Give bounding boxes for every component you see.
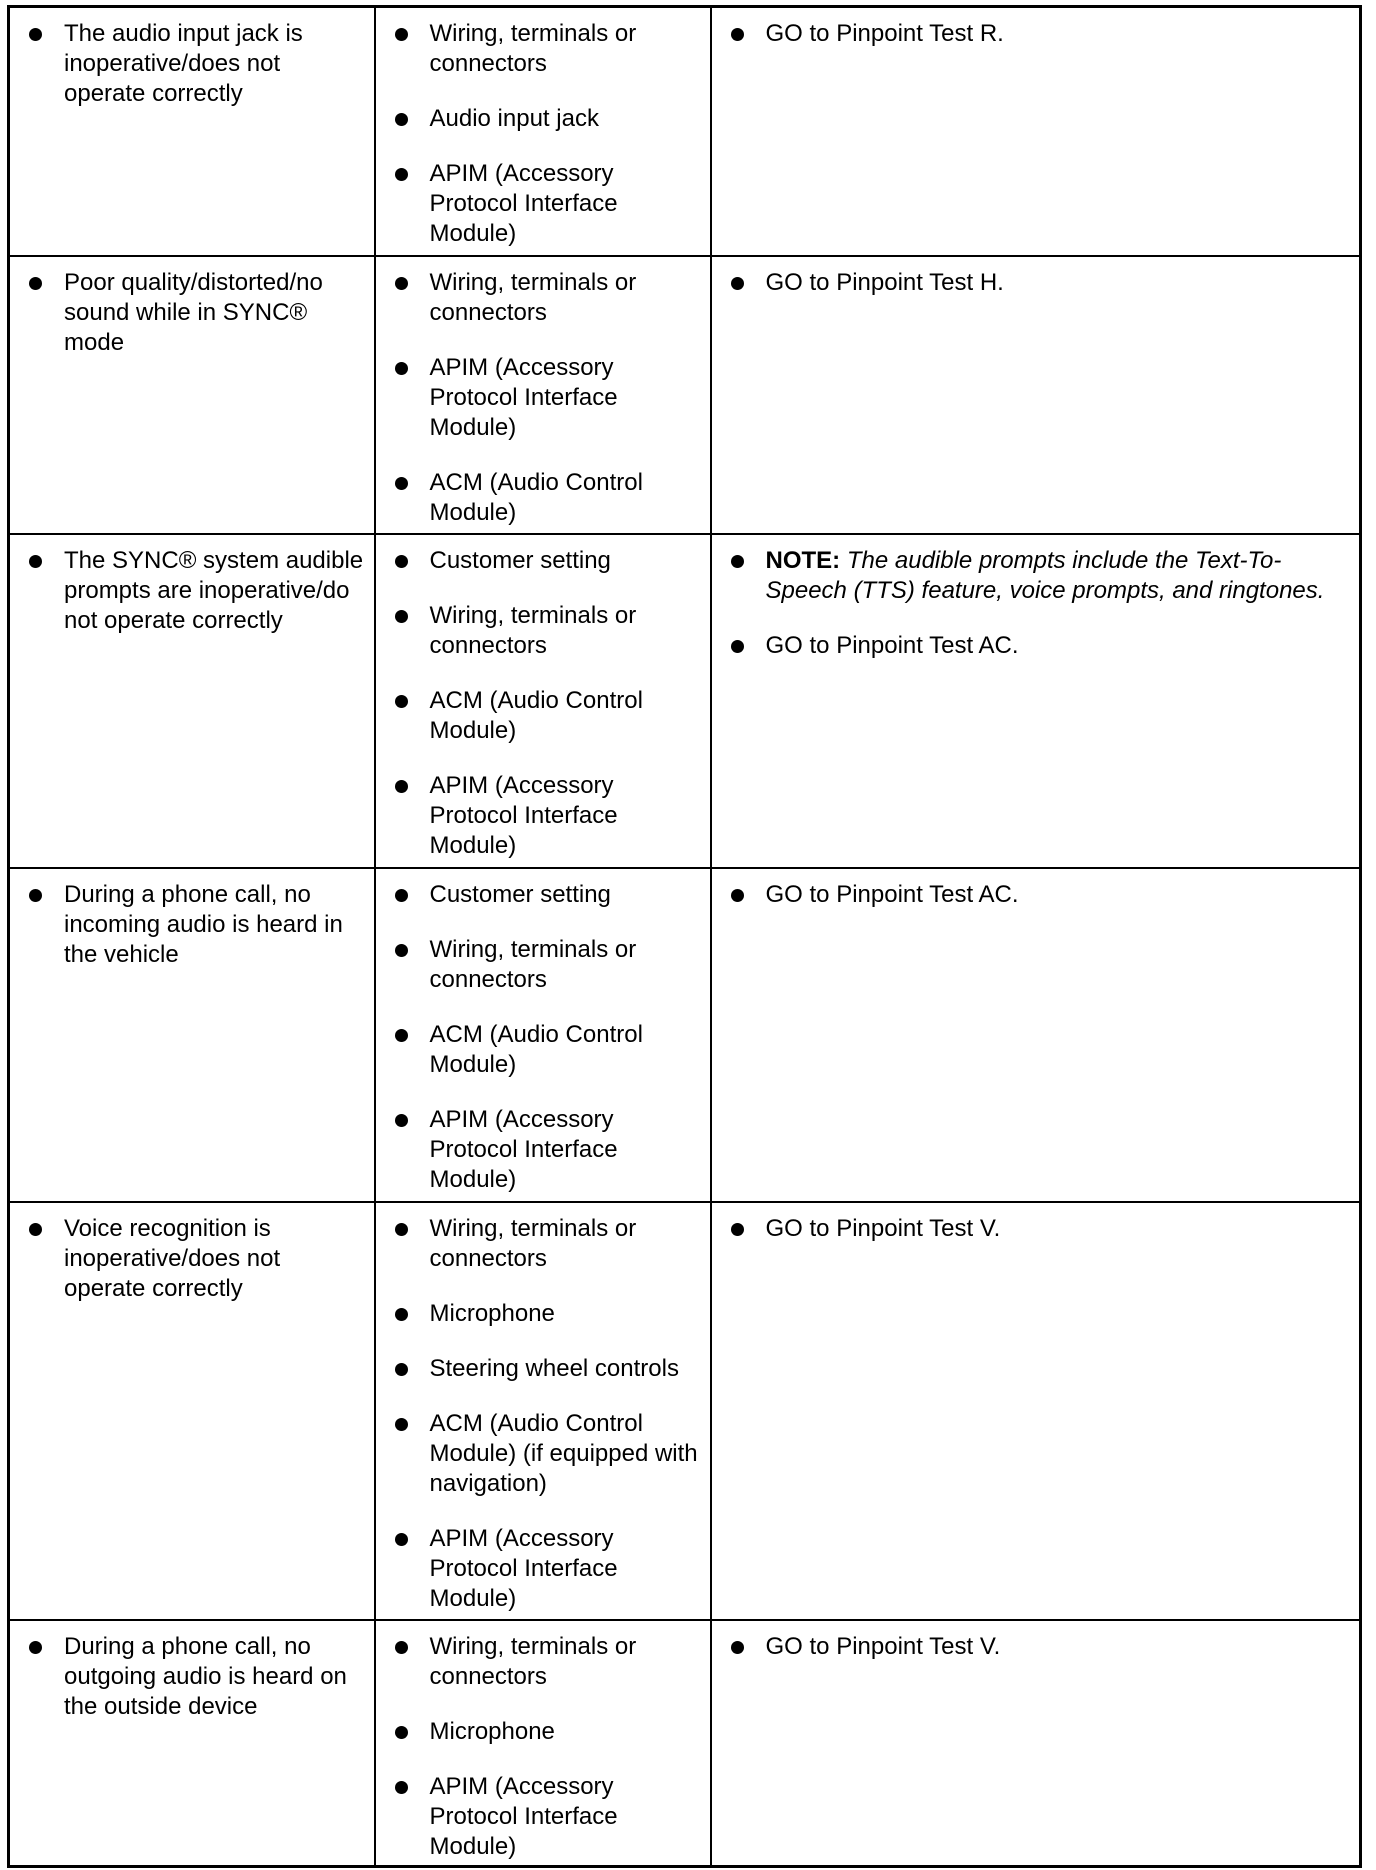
action-item: GO to Pinpoint Test R. (731, 19, 1352, 49)
action-cell (711, 7, 1361, 256)
cause-item: ACM (Audio Control Module) (395, 468, 702, 528)
cause-cell (375, 868, 711, 1202)
action-item: GO to Pinpoint Test H. (731, 268, 1352, 298)
note-label: NOTE: (765, 546, 841, 574)
note-text: The audible prompts include the Text-To-Speech (TTS) feature, voice prompts, and ringtones. (765, 546, 1325, 604)
action-item: GO to Pinpoint Test AC. (731, 631, 1352, 661)
table-row (9, 1202, 1361, 1620)
cause-cell (375, 256, 711, 534)
cause-item: ACM (Audio Control Module) (395, 686, 702, 746)
symptom-chart-table (7, 5, 1362, 1868)
cause-item: Wiring, terminals or connectors (395, 1632, 702, 1692)
symptom-cell (9, 256, 375, 534)
action-item: GO to Pinpoint Test V. (731, 1214, 1352, 1244)
cause-item: APIM (Accessory Protocol Interface Module) (395, 1105, 702, 1195)
symptom-text: The audio input jack is inoperative/does not operate correctly (29, 19, 366, 109)
symptom-cell (9, 1202, 375, 1620)
cause-item: APIM (Accessory Protocol Interface Module) (395, 771, 702, 861)
action-cell (711, 1620, 1361, 1867)
symptom-cell (9, 868, 375, 1202)
action-cell (711, 868, 1361, 1202)
cause-cell (375, 1620, 711, 1867)
action-item: GO to Pinpoint Test AC. (731, 880, 1352, 910)
symptom-text: Voice recognition is inoperative/does not operate correctly (29, 1214, 366, 1304)
action-cell (711, 534, 1361, 868)
symptom-cell (9, 7, 375, 256)
cause-cell (375, 1202, 711, 1620)
symptom-text: During a phone call, no outgoing audio is heard on the outside device (29, 1632, 366, 1722)
cause-item: Steering wheel controls (395, 1354, 702, 1384)
cause-item: ACM (Audio Control Module) (395, 1020, 702, 1080)
table-row (9, 868, 1361, 1202)
symptom-cell (9, 1620, 375, 1867)
symptom-text: The SYNC® system audible prompts are inoperative/do not operate correctly (29, 546, 366, 636)
cause-item: Microphone (395, 1299, 702, 1329)
cause-item: APIM (Accessory Protocol Interface Module) (395, 159, 702, 249)
cause-item: Wiring, terminals or connectors (395, 19, 702, 79)
cause-item: Wiring, terminals or connectors (395, 268, 702, 328)
cause-item: Customer setting (395, 546, 702, 576)
cause-cell (375, 7, 711, 256)
symptom-cell (9, 534, 375, 868)
cause-item: Customer setting (395, 880, 702, 910)
note-item (731, 546, 1352, 606)
cause-item: Wiring, terminals or connectors (395, 601, 702, 661)
cause-item: ACM (Audio Control Module) (if equipped with navigation) (395, 1409, 702, 1499)
table-row (9, 7, 1361, 256)
cause-item: Wiring, terminals or connectors (395, 1214, 702, 1274)
table-row (9, 1620, 1361, 1867)
action-cell (711, 256, 1361, 534)
action-item: GO to Pinpoint Test V. (731, 1632, 1352, 1662)
cause-item: APIM (Accessory Protocol Interface Module) (395, 353, 702, 443)
action-cell (711, 1202, 1361, 1620)
symptom-text: During a phone call, no incoming audio is heard in the vehicle (29, 880, 366, 970)
symptom-text: Poor quality/distorted/no sound while in SYNC® mode (29, 268, 366, 358)
cause-cell (375, 534, 711, 868)
table-row (9, 256, 1361, 534)
cause-item: APIM (Accessory Protocol Interface Module) (395, 1524, 702, 1614)
cause-item: APIM (Accessory Protocol Interface Module) (395, 1772, 702, 1862)
cause-item: Microphone (395, 1717, 702, 1747)
table-row (9, 534, 1361, 868)
cause-item: Wiring, terminals or connectors (395, 935, 702, 995)
cause-item: Audio input jack (395, 104, 702, 134)
